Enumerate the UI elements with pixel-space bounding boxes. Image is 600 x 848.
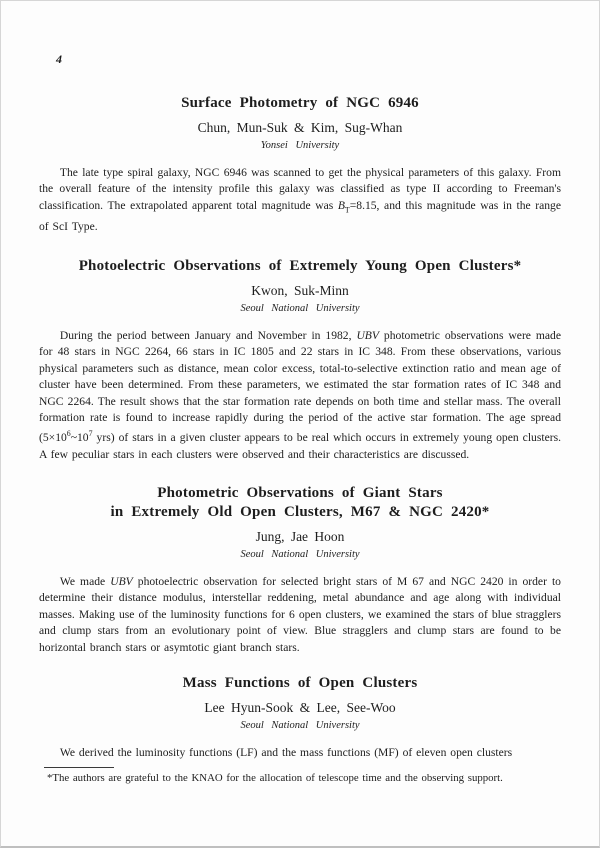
section-title: Surface Photometry of NGC 6946	[181, 95, 419, 111]
page-number: 4	[56, 52, 62, 66]
section-title-line-1: Photometric Observations of Giant Stars	[157, 485, 443, 502]
section-title-line-2: in Extremely Old Open Clusters, M67 & NGC 2420*	[110, 504, 490, 521]
section-affiliation: Yonsei University	[260, 140, 340, 151]
abstracts-content	[1, 1, 599, 761]
section-photometric-observations	[39, 484, 561, 656]
section-photoelectric-observations	[39, 257, 561, 463]
section-authors: Chun, Mun-Suk & Kim, Sug-Whan	[197, 120, 403, 135]
section-surface-photometry	[39, 94, 561, 235]
section-authors: Lee Hyun-Sook & Lee, See-Woo	[204, 700, 396, 716]
footnote-text: *The authors are grateful to the KNAO for the allocation of telescope time and the observing support.	[47, 772, 503, 784]
section-title: Mass Functions of Open Clusters	[182, 675, 418, 692]
footnote-rule	[44, 767, 114, 768]
footnote	[39, 767, 561, 785]
section-authors: Jung, Jae Hoon	[255, 529, 345, 545]
section-abstract: During the period between January and November in 1982, UBV photometric observations were made for 48 stars in NGC 2264, 66 stars in IC 1805 and 22 stars in IC 348. From these observations, various physical parameters such as distance, mean color excess, total-to-selective extinction ratio and mean age of cluster have been determined. From these parameters, we estimated the star formation rates of IC 348 and NGC 2264. The result shows that the star formation rate depends on both time and stellar mass. The overall formation rate is found to increase rapidly during the period of the active star formation. The age spread ($5\times 10^6\sim 10^7$ yrs) of stars in a given cluster appears to be real which occurs in extremely young open clusters. A few peculiar stars in each clusters were observed and their characteristics are discussed.	[39, 328, 562, 461]
section-mass-functions	[39, 674, 561, 761]
section-affiliation: Seoul National University	[240, 549, 360, 561]
section-authors: Kwon, Suk-Minn	[251, 282, 349, 298]
section-affiliation: Seoul National University	[240, 302, 360, 314]
section-abstract: The late type spiral galaxy, NGC 6946 was scanned to get the physical parameters of this galaxy. From the overall feature of the intensity profile this galaxy was classified as type II according to Freeman's classification. The extrapolated apparent total magnitude was $B_T=8.15$, and this magnitude was in the range of ScI Type.	[39, 166, 562, 233]
section-abstract: We made UBV photoelectric observation for selected bright stars of M 67 and NGC 2420 in order to determine their distance modulus, interstellar reddening, metal abundance and age along with individual masses. Making use of the luminosity functions for 6 open clusters, we examined the stars of blue stragglers and clump stars from an evolutionary point of view. Blue stragglers and clump stars are found to be horizontal branch stars or asymtotic giant branch stars.	[39, 575, 561, 654]
section-title: Photoelectric Observations of Extremely Young Open Clusters*	[78, 257, 522, 274]
section-abstract: We derived the luminosity functions (LF) and the mass functions (MF) of eleven open clusters	[59, 746, 513, 760]
section-affiliation: Seoul National University	[240, 720, 360, 732]
